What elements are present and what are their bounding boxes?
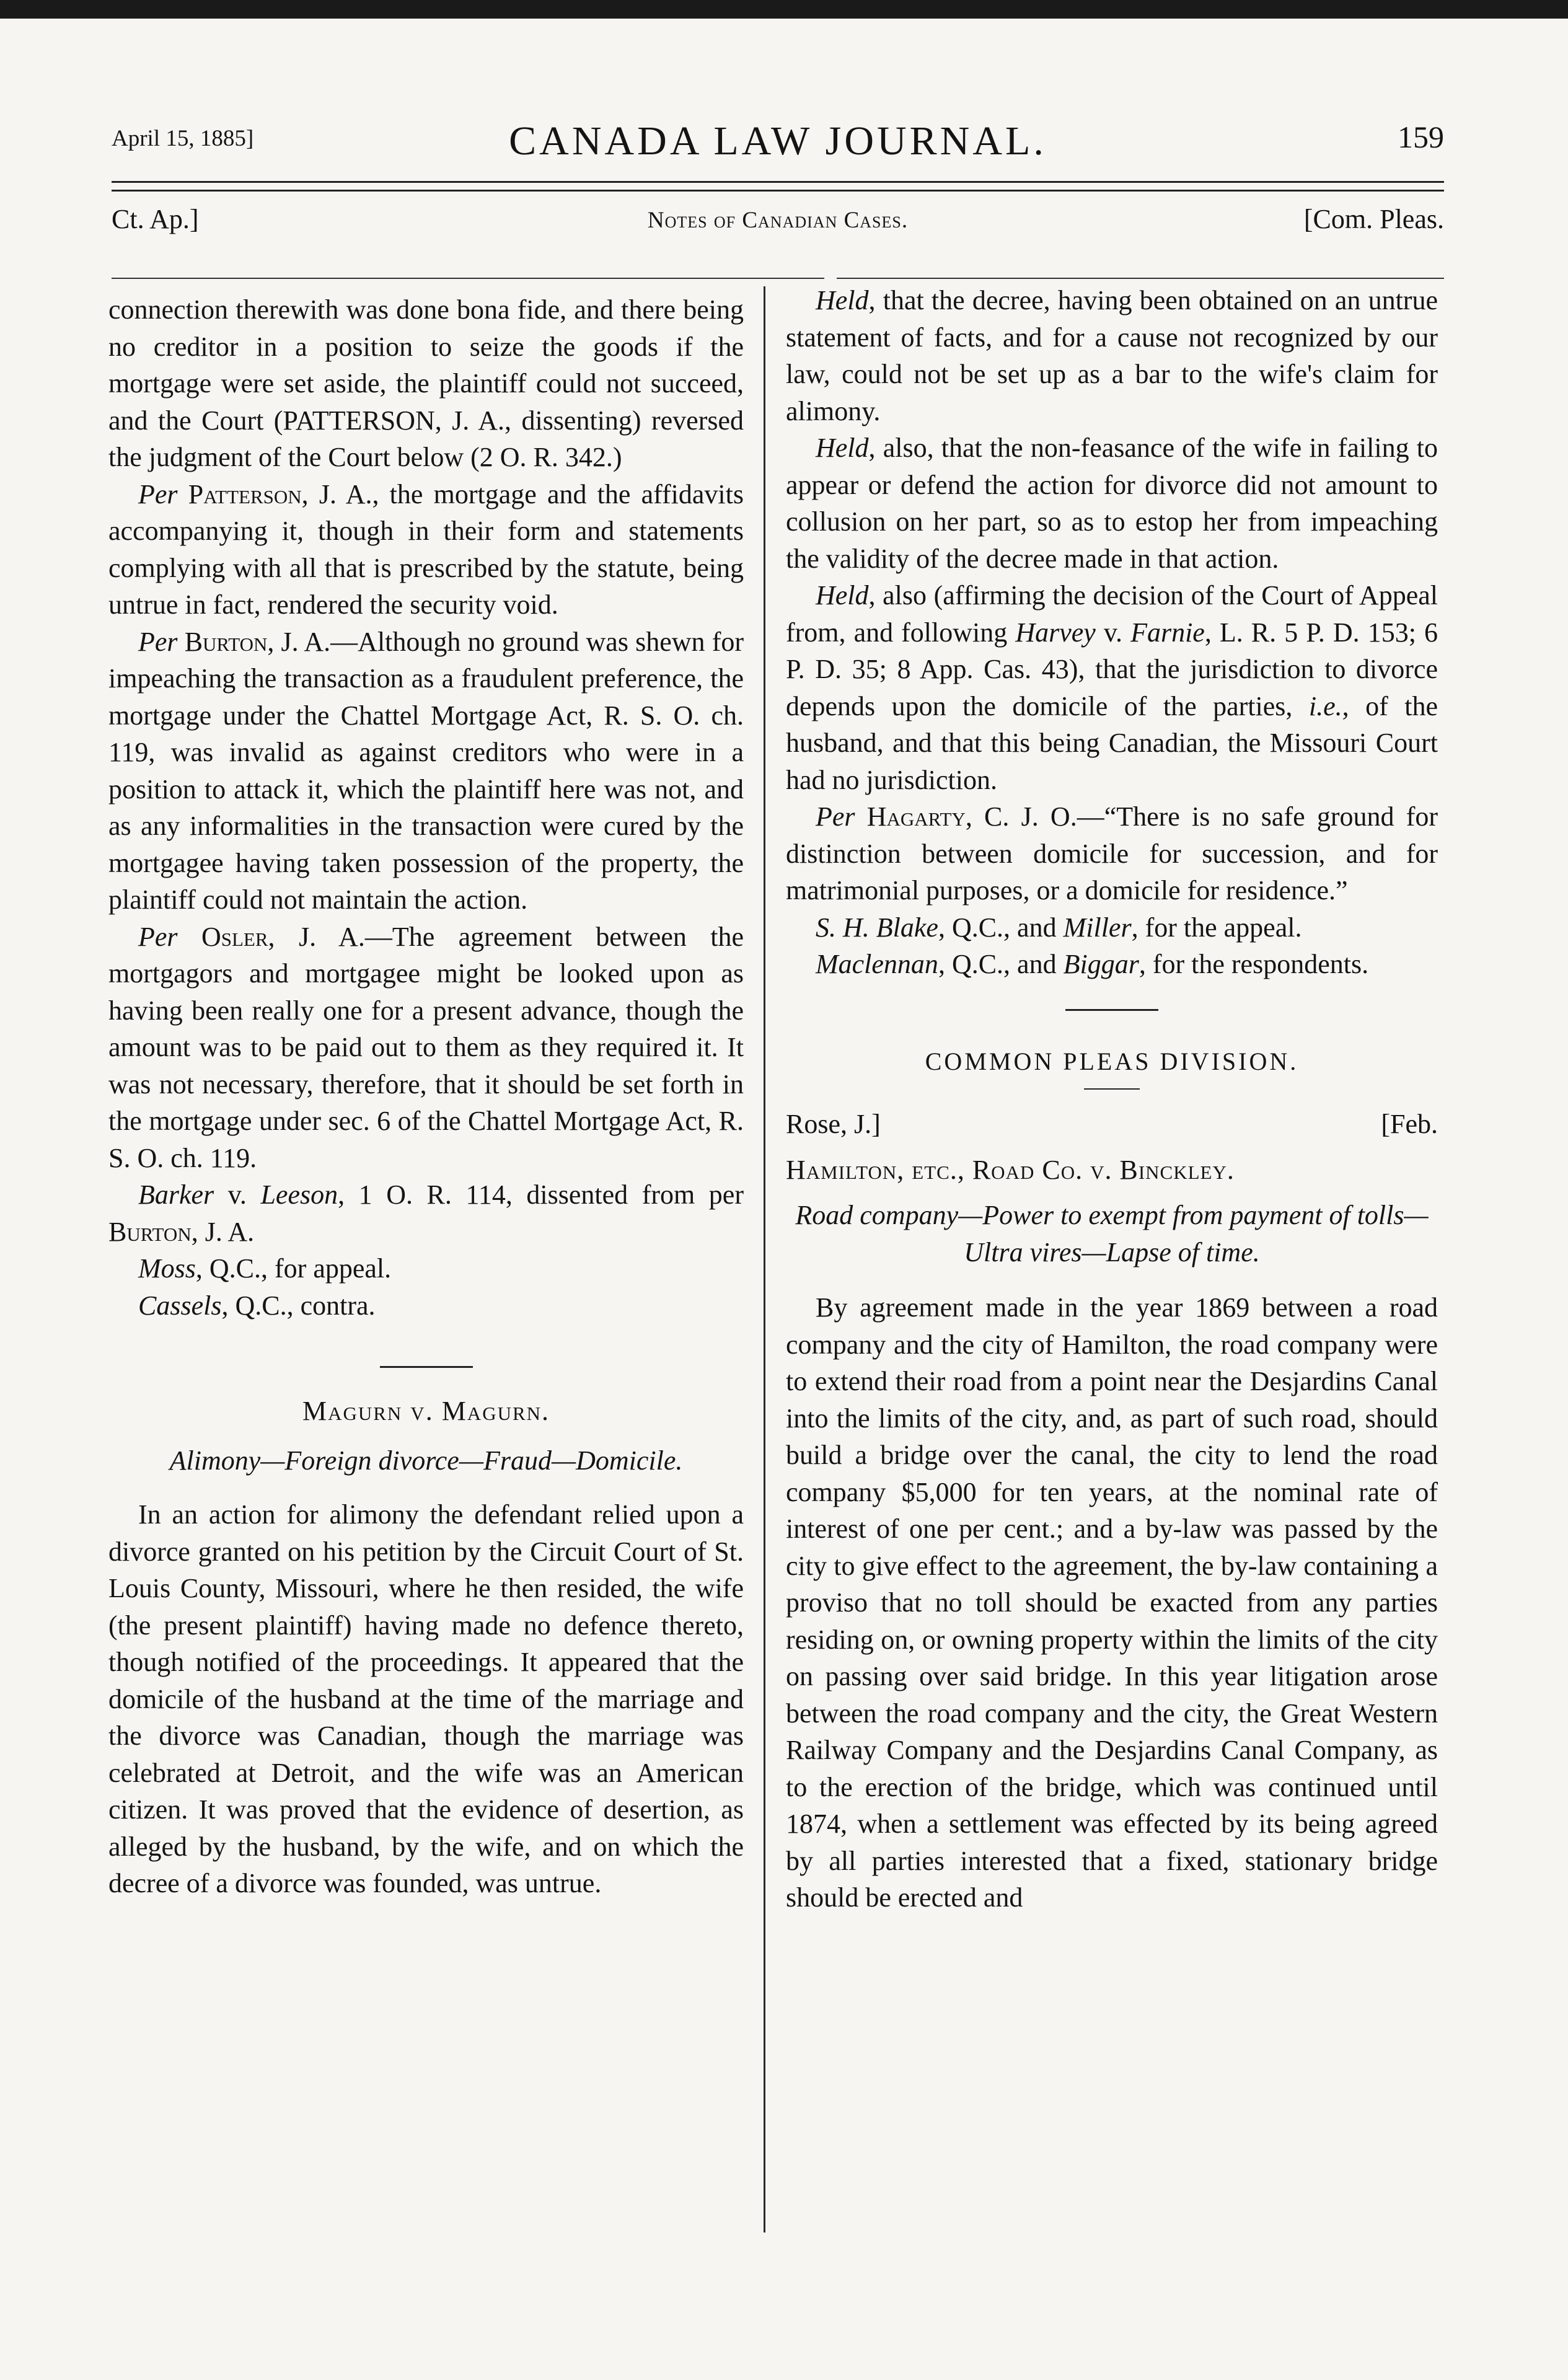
per-label: Per	[138, 921, 178, 952]
holding-text: , also, that the non-feasance of the wife in failing to appear or defend the action for divorce did not amount to collusion on her part, so as to estop her from impeaching the validity of the decree made in that action.	[786, 433, 1438, 574]
citation-end: , J. A.	[191, 1216, 255, 1247]
page-header	[112, 118, 1444, 174]
case-body: In an action for alimony the defendant relied upon a divorce granted on his petition by the Circuit Court of St. Louis County, Missouri, where he then resided, the wife (the present plaintiff) having made no defence thereto, though notified of the proceedings. It appeared that the domicile of the husband at the time of the marriage and the divorce was Canadian, though the marriage was celebrated at Detroit, and the wife was an American citizen. It was proved that the evidence of desertion, as alleged by the husband, by the wife, and on which the decree of a divorce was founded, was untrue.	[108, 1499, 744, 1898]
section-title: Notes of Canadian Cases.	[647, 208, 909, 233]
continued-paragraph: connection therewith was done bona fide, and there being no creditor in a position to seize the goods if the mortgage were set aside, the plaintiff could not succeed, and the Court (PATTERSON, J. A., dissenting) reversed the judgment of the Court below (2 O. R. 342.)	[108, 294, 744, 472]
barker-citation	[108, 1176, 744, 1250]
judge-name: Hagarty	[866, 801, 966, 832]
case-headnote: Road company—Power to exempt from payment of tolls—Ultra vires—Lapse of time.	[795, 1200, 1429, 1267]
counsel-name: S. H. Blake	[816, 912, 938, 943]
counsel-appeal	[786, 909, 1438, 946]
case-body: By agreement made in the year 1869 between a road company and the city of Hamilton, the road company were to extend their road from a point near the Desjardins Canal into the limits of the city, and, as part of such road, should build a bridge over the canal, the city to lend the road company $5,000 for ten years, at the nominal rate of interest of one per cent.; and a by-law was passed by the city to give effect to the agreement, the by-law containing a proviso that no toll should be exacted from any parties residing on, or owning property within the limits of the city on passing over said bridge. In this year litigation arose between the road company and the city, the Great Western Railway Company and the Desjardins Canal Company, as to the erection of the bridge, which was continued until 1874, when a settlement was effected by its being agreed by all parties interested that a fixed, stationary bridge should be erected and	[786, 1292, 1438, 1913]
page-number: 159	[1398, 120, 1444, 154]
counsel-appeal	[108, 1250, 744, 1287]
counsel-respondents	[786, 946, 1438, 983]
division-heading: COMMON PLEAS DIVISION.	[925, 1047, 1299, 1075]
per-label: Per	[138, 478, 178, 509]
counsel-text: , Q.C., and	[938, 949, 1064, 979]
citation-text: , 1 O. R. 114, dissented from per	[338, 1179, 744, 1210]
case-name: Harvey	[1015, 617, 1096, 648]
osler-opinion	[108, 919, 744, 1177]
judge-name: Burton	[184, 626, 268, 657]
header-rule-top	[112, 181, 1444, 183]
per-label: Per	[816, 801, 855, 832]
opinion-text: , J. A.—The agreement between the mortgagors and mortgagee might be looked upon as having been really one for a present advance, though the amount was to be paid out to them as they required it. It was not necessary, therefore, that it should be set forth in the mortgage under sec. 6 of the Chattel Mortgage Act, R. S. O. ch. 119.	[108, 921, 744, 1173]
versus: v.	[214, 1179, 261, 1210]
counsel-contra	[108, 1287, 744, 1324]
judge-date-line	[786, 1106, 1438, 1143]
opinion-text: , C. J. O.—“There is no safe ground for distinction between domicile for succession, and for matrimonial purposes, or a domicile for residence.”	[786, 801, 1438, 906]
month-label: [Feb.	[1381, 1109, 1438, 1139]
running-head-rule-left	[112, 278, 824, 279]
held-label: Held	[816, 580, 869, 610]
holding-text: , that the decree, having been obtained on an untrue statement of facts, and for a cause not recognized by our law, could not be set up as a bar to the wife's claim for alimony.	[786, 285, 1438, 426]
journal-title: CANADA LAW JOURNAL.	[509, 118, 1047, 164]
running-head	[112, 203, 1444, 240]
per-label: Per	[138, 626, 178, 657]
counsel-text: , Q.C., for appeal.	[195, 1253, 392, 1284]
case-headnote: Alimony—Foreign divorce—Fraud—Domicile.	[169, 1445, 683, 1476]
scan-top-edge	[0, 0, 1568, 19]
column-divider	[764, 286, 765, 2232]
opinion-text: , J. A.—Although no ground was shewn for impeaching the transaction as a fraudulent preference, the mortgage under the Chattel Mortgage Act, R. S. O. ch. 119, was invalid as against creditors who were in a position to attack it, which the plaintiff here was not, and as any informalities in the transaction were cured by the mortgagee having taken possession of the property, the plaintiff could not maintain the action.	[108, 626, 744, 915]
header-rule-bottom	[112, 190, 1444, 192]
counsel-text: , for the appeal.	[1131, 912, 1302, 943]
case-name: Farnie	[1130, 617, 1205, 648]
judge-name: Osler	[201, 921, 268, 952]
case-name: Leeson	[260, 1179, 338, 1210]
counsel-name: Maclennan	[816, 949, 938, 979]
hagarty-opinion	[786, 798, 1438, 909]
judge-label: Rose, J.]	[786, 1109, 881, 1139]
opinion-text: , J. A., the mortgage and the affidavits accompanying it, though in their form and statements complying with all that is prescribed by the statute, being untrue in fact, rendered the security void.	[108, 478, 744, 620]
abbreviation: i.e.	[1308, 690, 1342, 721]
holding-text: , L. R. 5 P. D. 153; 6 P. D. 35; 8 App. Cas. 43), that the jurisdiction to divorce depends upon the domicile of the parties,	[786, 617, 1438, 721]
issue-date: April 15, 1885]	[112, 126, 254, 151]
counsel-text: , Q.C., and	[938, 912, 1064, 943]
right-column	[786, 282, 1438, 1916]
burton-opinion	[108, 624, 744, 919]
holding-text: , also (affirming the decision of the Court of Appeal from, and following	[786, 580, 1438, 648]
case-title: Magurn v. Magurn.	[302, 1396, 550, 1426]
division-label: [Com. Pleas.	[1303, 204, 1444, 234]
patterson-opinion	[108, 476, 744, 624]
judge-name: Patterson	[188, 478, 302, 509]
counsel-name: Biggar	[1063, 949, 1139, 979]
held-label: Held	[816, 285, 869, 315]
counsel-name: Moss	[138, 1253, 196, 1284]
counsel-name: Cassels	[138, 1290, 222, 1321]
case-name: Barker	[138, 1179, 214, 1210]
holding-text: , of the husband, and that this being Canadian, the Missouri Court had no jurisdiction.	[786, 690, 1438, 795]
holding-1	[786, 282, 1438, 430]
court-label: Ct. Ap.]	[112, 204, 199, 234]
holding-2	[786, 430, 1438, 577]
left-column	[108, 291, 744, 1902]
holding-3	[786, 577, 1438, 798]
case-title: Hamilton, etc., Road Co. v. Binckley.	[786, 1154, 1235, 1185]
judge-name: Burton	[108, 1216, 192, 1247]
held-label: Held	[816, 433, 869, 463]
running-head-rule-right	[837, 278, 1444, 279]
versus: v.	[1095, 617, 1131, 648]
counsel-name: Miller	[1063, 912, 1132, 943]
counsel-text: , Q.C., contra.	[221, 1290, 376, 1321]
counsel-text: , for the respondents.	[1139, 949, 1369, 979]
